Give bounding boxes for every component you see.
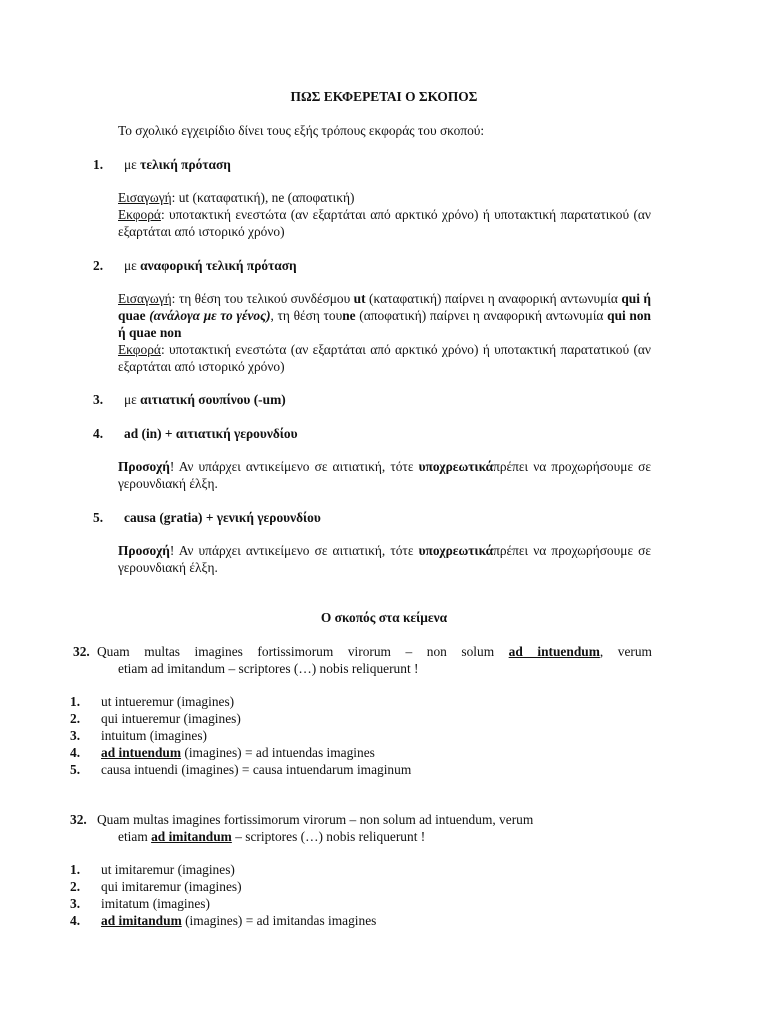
list-item: imitatum (imagines): [101, 896, 210, 911]
example-2-number: 32.: [70, 812, 87, 827]
section-1-ekfora: Εκφορά: υποτακτική ενεστώτα (αν εξαρτάται από αρκτικό χρόνο) ή υποτακτική παρατατικού (αν εξαρτάται από ιστορικό χρόνο): [118, 207, 651, 239]
page-title: ΠΩΣ ΕΚΦΕΡΕΤΑΙ Ο ΣΚΟΠΟΣ: [290, 89, 478, 104]
list-item: ut intueremur (imagines): [101, 694, 235, 709]
list-item-number: 4.: [70, 913, 81, 928]
example-1-number: 32.: [73, 644, 90, 659]
list-item: qui imitaremur (imagines): [101, 879, 242, 894]
section-1-eisagogi: Εισαγωγή: ut (καταφατική), ne (αποφατική): [118, 190, 355, 205]
example-1-line-2: etiam ad imitandum – scriptores (…) nobis reliquerunt !: [118, 661, 419, 676]
list-item-number: 2.: [70, 711, 81, 726]
section-2-eisagogi: Εισαγωγή: τη θέση του τελικού συνδέσμου ut (καταφατική) παίρνει η αναφορική αντωνυμία qui ή quae (ανάλογα με το γένος), τη θέση τουne (αποφατική) παίρνει η αναφορική αντωνυμία qui non ή quae non: [118, 291, 651, 340]
list-item: intuitum (imagines): [101, 728, 207, 743]
list-item-number: 1.: [70, 862, 81, 877]
section-3-number: 3.: [93, 392, 104, 407]
section-5-heading: causa (gratia) + γενική γερουνδίου: [124, 510, 321, 525]
list-item-number: 3.: [70, 896, 81, 911]
list-item: ut imitaremur (imagines): [101, 862, 235, 877]
section-1-heading: με τελική πρόταση: [124, 157, 231, 172]
list-item-number: 5.: [70, 762, 81, 777]
intro-text: Το σχολικό εγχειρίδιο δίνει τους εξής τρόπους εκφοράς του σκοπού:: [118, 123, 485, 138]
list-item: ad imitandum (imagines) = ad imitandas imagines: [101, 913, 377, 928]
section-5-number: 5.: [93, 510, 104, 525]
section-1-number: 1.: [93, 157, 104, 172]
example-1-line-1: Quam multas imagines fortissimorum virorum – non solum ad intuendum, verum: [97, 644, 652, 659]
section-4-heading: ad (in) + αιτιατική γερουνδίου: [124, 426, 298, 441]
example-2-line-1: Quam multas imagines fortissimorum virorum – non solum ad intuendum, verum: [97, 812, 534, 827]
section-2-number: 2.: [93, 258, 104, 273]
list-item-number: 2.: [70, 879, 81, 894]
section-2-heading: με αναφορική τελική πρόταση: [124, 258, 297, 273]
list-item: ad intuendum (imagines) = ad intuendas imagines: [101, 745, 375, 760]
section-subtitle: Ο σκοπός στα κείμενα: [320, 610, 448, 625]
list-item-number: 3.: [70, 728, 81, 743]
section-4-number: 4.: [93, 426, 104, 441]
list-item-number: 1.: [70, 694, 81, 709]
section-4-note: Προσοχή! Αν υπάρχει αντικείμενο σε αιτιατική, τότε υποχρεωτικάπρέπει να προχωρήσουμε σε γερουνδιακή έλξη.: [118, 459, 652, 491]
list-item-number: 4.: [70, 745, 81, 760]
example-2-line-2: etiam ad imitandum – scriptores (…) nobis reliquerunt !: [118, 829, 426, 844]
section-5-note: Προσοχή! Αν υπάρχει αντικείμενο σε αιτιατική, τότε υποχρεωτικάπρέπει να προχωρήσουμε σε γερουνδιακή έλξη.: [118, 543, 652, 575]
section-3-heading: με αιτιατική σουπίνου (-um): [124, 392, 286, 407]
section-2-ekfora: Εκφορά: υποτακτική ενεστώτα (αν εξαρτάται από αρκτικό χρόνο) ή υποτακτική παρατατικού (αν εξαρτάται από ιστορικό χρόνο): [118, 342, 651, 374]
list-item: qui intueremur (imagines): [101, 711, 241, 726]
list-item: causa intuendi (imagines) = causa intuendarum imaginum: [101, 762, 412, 777]
